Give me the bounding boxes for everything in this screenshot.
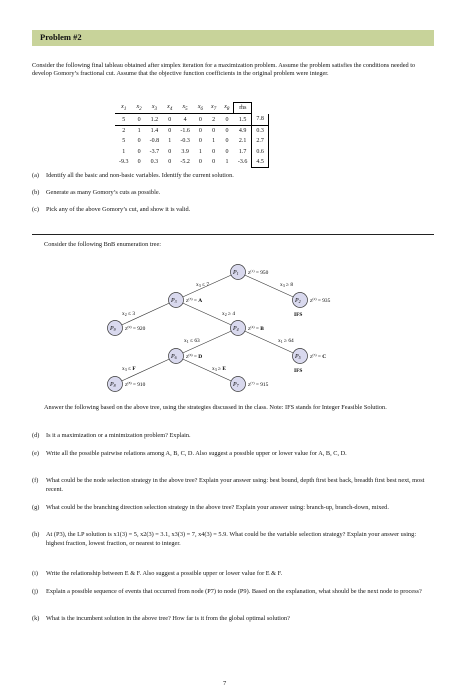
- table-cell: 5: [115, 114, 133, 125]
- col-rhs: rhs: [234, 103, 252, 114]
- svg-text:z(4) = B: $z^{(4)} = B$: [248, 325, 264, 332]
- answer-intro: Answer the following based on the above tree, using the strategies discussed in the class. Note: IFS stands for Integer Feasible Solution.: [44, 404, 387, 411]
- intro-paragraph: Consider the following final tableau obtained after simplex iteration for a maximization problem. Assume the problem satisfies the conditions needed to develop Gomory’s fractional cut. Assume that the objective function coefficients in the original problem were integer.: [32, 62, 416, 78]
- question-b: (b) Generate as many Gomory’s cuts as possible.: [32, 189, 161, 196]
- table-cell: 0: [163, 114, 176, 125]
- table-cell: -1.6: [180, 127, 190, 134]
- table-cell: 1: [168, 138, 172, 145]
- col-x3: $x_3$: [146, 103, 164, 114]
- table-cell: -9.3: [119, 159, 129, 166]
- table-cell: 1.2: [146, 114, 164, 125]
- branch-x3-le-7: x3 ≤ 7: [196, 282, 210, 288]
- col-x7: $x_7$: [207, 103, 220, 114]
- question-f: (f) What could be the node selection strategy in the above tree? Explain your answer using: best bound, depth first best back, breadth first best next, most recent.: [32, 477, 425, 493]
- svg-text:P2: P2: [295, 298, 301, 304]
- svg-text:z(6) = D: $z^{(6)} = D$: [186, 353, 203, 360]
- svg-text:IFS: IFS: [294, 368, 303, 374]
- table-cell: 0: [225, 148, 229, 155]
- svg-text:P7: P7: [233, 382, 239, 388]
- node-p5: [293, 349, 327, 375]
- table-cell: -3.6: [237, 159, 248, 166]
- table-cell: -3.7: [149, 148, 160, 155]
- table-cell: 1: [225, 159, 229, 166]
- table-cell: 1: [212, 138, 216, 145]
- svg-text:z(9) = 920: $z^{(9)} = 920$: [125, 325, 146, 332]
- table-cell: -5.2: [180, 159, 190, 166]
- col-x1: $x_1$: [115, 103, 133, 114]
- svg-text:P1: P1: [233, 270, 239, 276]
- table-cell: 0: [168, 159, 172, 166]
- table-cell: 1: [122, 148, 126, 155]
- node-p2: [293, 293, 331, 319]
- table-cell: 0: [212, 127, 216, 134]
- table-cell: 3.9: [181, 148, 189, 155]
- table-cell: 0: [198, 127, 202, 134]
- node-p7: [231, 377, 269, 392]
- svg-text:z(5) = C: $z^{(5)} = C$: [310, 353, 327, 360]
- table-cell: 5: [122, 138, 126, 145]
- table-cell: 0: [194, 114, 207, 125]
- svg-text:P9: P9: [110, 326, 116, 332]
- table-cell: 1.4: [150, 127, 159, 134]
- table-cell: 0: [225, 127, 229, 134]
- question-e: (e) Write all the possible pairwise relations among A, B, C, D. Also suggest a possible upper or lower value for A, B, C, D.: [32, 450, 347, 457]
- node-p4: [231, 321, 265, 336]
- rhs-cell: 2.7: [252, 136, 269, 146]
- table-cell: 0: [198, 138, 202, 145]
- question-j: (j) Explain a possible sequence of events that occurred from node (P7) to node (P9). Based on the explanation, what should be the next node to process?: [32, 588, 422, 595]
- svg-text:P5: P5: [295, 354, 301, 360]
- table-cell: -0.8: [149, 138, 160, 145]
- svg-text:P4: P4: [233, 326, 239, 332]
- question-k: (k) What is the incumbent solution in the above tree? How far is it from the global optimal solution?: [32, 615, 290, 622]
- branch-x3-le-f: x3 ≤ F: [122, 366, 136, 372]
- branch-x2-le-3: x2 ≤ 3: [122, 311, 136, 317]
- svg-text:z(2) = 935: $z^{(2)} = 935$: [310, 297, 331, 304]
- page-number: 7: [223, 680, 227, 687]
- table-cell: 0: [133, 114, 146, 125]
- col-x8: $x_8$: [220, 103, 234, 114]
- table-cell: 0: [137, 138, 141, 145]
- table-cell: 0: [212, 148, 216, 155]
- edge-p6-p7: [176, 356, 238, 384]
- branch-x1-le-63: x1 ≤ 63: [184, 338, 200, 344]
- table-cell: 0: [198, 159, 202, 166]
- svg-text:P3: P3: [171, 298, 177, 304]
- question-h: (h) At (P3), the LP solution is x1(3) = 5, x2(3) = 3.1, x3(3) = 7, x4(3) = 5.9. What could be the variable selection strategy? Explain your answer using: highest fraction, lowest fraction, or nearest to integer.: [32, 531, 417, 547]
- rhs-cell: 0.3: [252, 125, 269, 136]
- tree-intro: Consider the following BnB enumeration tree:: [44, 241, 161, 248]
- node-p6: [169, 349, 203, 364]
- question-g: (g) What could be the branching direction selection strategy in the above tree? Explain your answer using: branch-up, branch-down, mixed.: [32, 504, 389, 511]
- question-d: (d) Is it a maximization or a minimization problem? Explain.: [32, 432, 191, 439]
- table-cell: 0: [168, 127, 172, 134]
- question-a: (a) Identify all the basic and non-basic variables. Identify the current solution.: [32, 172, 234, 179]
- svg-text:IFS: IFS: [294, 312, 303, 318]
- table-cell: 1.5: [234, 114, 252, 125]
- question-i: (i) Write the relationship between E & F. Also suggest a possible upper or lower value for E & F.: [32, 570, 283, 577]
- rhs-cell: 7.8: [252, 114, 269, 125]
- table-cell: 0: [137, 159, 141, 166]
- branch-x2-ge-4: x2 ≥ 4: [222, 311, 236, 317]
- table-cell: 0: [220, 114, 234, 125]
- table-cell: -0.3: [180, 138, 190, 145]
- table-cell: 0: [212, 159, 216, 166]
- problem-title: Problem #2: [40, 32, 82, 42]
- table-cell: 4.9: [238, 127, 247, 134]
- table-cell: 2: [207, 114, 220, 125]
- branch-x3-ge-8: x3 ≥ 8: [280, 282, 294, 288]
- table-cell: 1: [198, 148, 202, 155]
- svg-text:z(1) = 950: $z^{(1)} = 950$: [248, 269, 269, 276]
- svg-text:P6: P6: [171, 354, 177, 360]
- table-cell: 1.7: [238, 148, 247, 155]
- branch-x1-ge-64: x1 ≥ 64: [278, 338, 294, 344]
- branch-x3-ge-e: x3 ≥ E: [212, 366, 226, 372]
- question-c: (c) Pick any of the above Gomory’s cut, and show it is valid.: [32, 206, 191, 213]
- table-cell: 2: [122, 127, 126, 134]
- col-x4: $x_4$: [163, 103, 176, 114]
- node-p3: [169, 293, 203, 308]
- rhs-cell: 0.6: [252, 147, 269, 157]
- table-cell: 0: [225, 138, 229, 145]
- svg-text:z(8) = 910: $z^{(8)} = 910$: [125, 381, 146, 388]
- table-cell: 1: [137, 127, 141, 134]
- table-cell: 0.3: [150, 159, 159, 166]
- col-x5: $x_5$: [176, 103, 194, 114]
- svg-text:P8: P8: [110, 382, 116, 388]
- col-x2: $x_2$: [133, 103, 146, 114]
- svg-text:z(3) = A: $z^{(3)} = A$: [186, 297, 203, 304]
- rhs-cell: 4.5: [252, 157, 269, 168]
- col-x6: $x_6$: [194, 103, 207, 114]
- table-cell: 0: [168, 148, 172, 155]
- table-cell: 0: [137, 148, 141, 155]
- table-cell: 4: [176, 114, 194, 125]
- table-cell: 2.1: [238, 138, 247, 145]
- svg-text:z(7) = 915: $z^{(7)} = 915$: [248, 381, 269, 388]
